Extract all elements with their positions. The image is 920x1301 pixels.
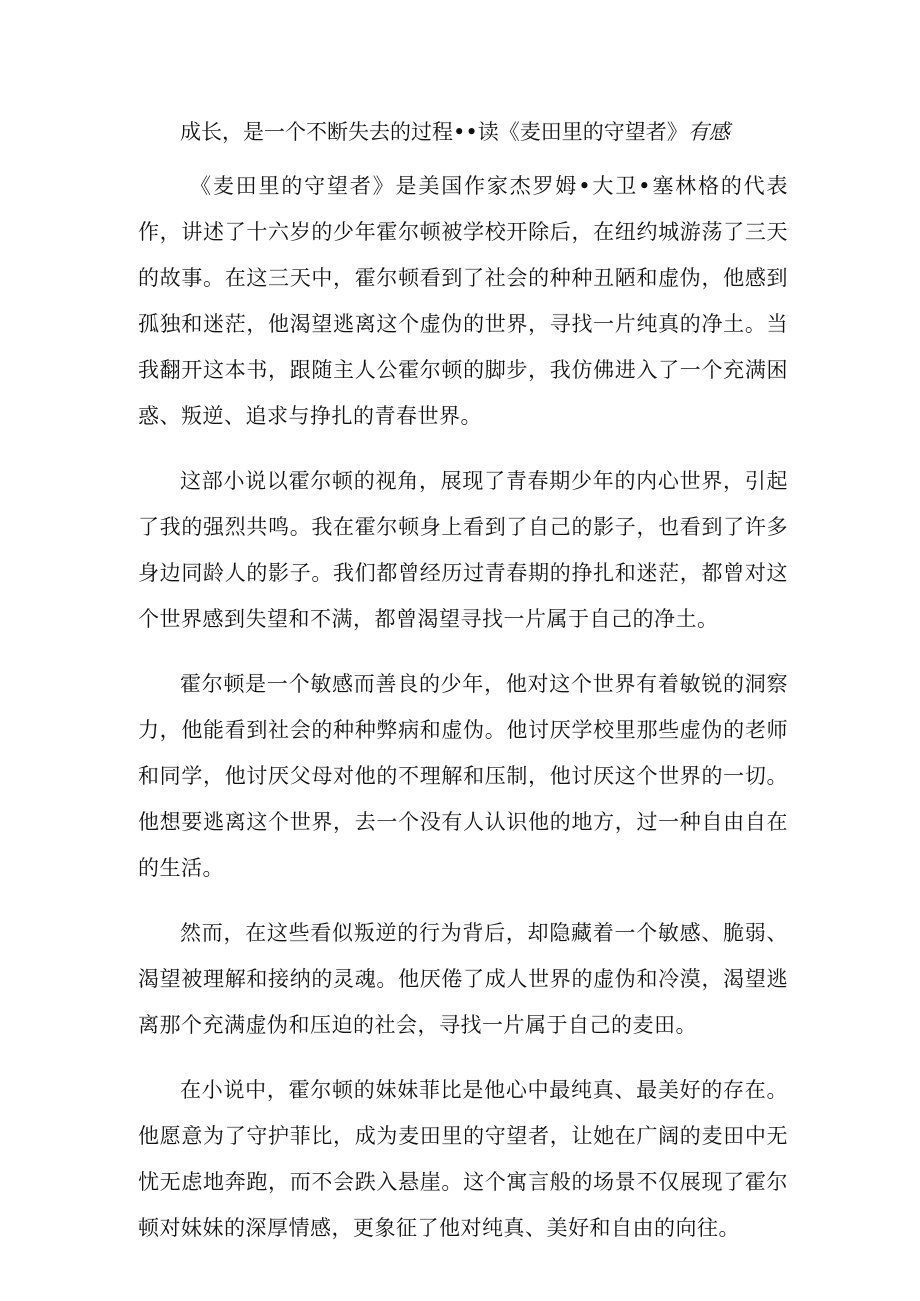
document-body (138, 163, 788, 1270)
paragraph-3: 霍尔顿是一个敏感而善良的少年，他对这个世界有着敏锐的洞察力，他能看到社会的种种弊病和虚伪。他讨厌学校里那些虚伪的老师和同学，他讨厌父母对他的不理解和压制，他讨厌这个世界的一切。他想要逃离这个世界，去一个没有人认识他的地方，过一种自由自在的生活。 (138, 672, 788, 880)
document-title (180, 114, 820, 150)
paragraph-2: 这部小说以霍尔顿的视角，展现了青春期少年的内心世界，引起了我的强烈共鸣。我在霍尔顿身上看到了自己的影子，也看到了许多身边同龄人的影子。我们都曾经历过青春期的挣扎和迷茫，都曾对这个世界感到失望和不满，都曾渴望寻找一片属于自己的净土。 (138, 469, 788, 631)
paragraph-5: 在小说中，霍尔顿的妹妹菲比是他心中最纯真、最美好的存在。他愿意为了守护菲比，成为麦田里的守望者，让她在广阔的麦田中无忧无虑地奔跑，而不会跌入悬崖。这个寓言般的场景不仅展现了霍尔顿对妹妹的深厚情感，更象征了他对纯真、美好和自由的向往。 (138, 1078, 788, 1240)
paragraph-4: 然而，在这些看似叛逆的行为背后，却隐藏着一个敏感、脆弱、渴望被理解和接纳的灵魂。他厌倦了成人世界的虚伪和冷漠，渴望逃离那个充满虚伪和压迫的社会，寻找一片属于自己的麦田。 (138, 921, 788, 1037)
title-tail-text: 有感 (687, 120, 730, 144)
title-main-text: 成长，是一个不断失去的过程••读《麦田里的守望者》 (180, 120, 688, 144)
paragraph-1: 《麦田里的守望者》是美国作家杰罗姆•大卫•塞林格的代表作，讲述了十六岁的少年霍尔顿被学校开除后，在纽约城游荡了三天的故事。在这三天中，霍尔顿看到了社会的种种丑陋和虚伪，他感到孤独和迷茫，他渴望逃离这个虚伪的世界，寻找一片纯真的净土。当我翻开这本书，跟随主人公霍尔顿的脚步，我仿佛进入了一个充满困惑、叛逆、追求与挣扎的青春世界。 (138, 174, 788, 428)
